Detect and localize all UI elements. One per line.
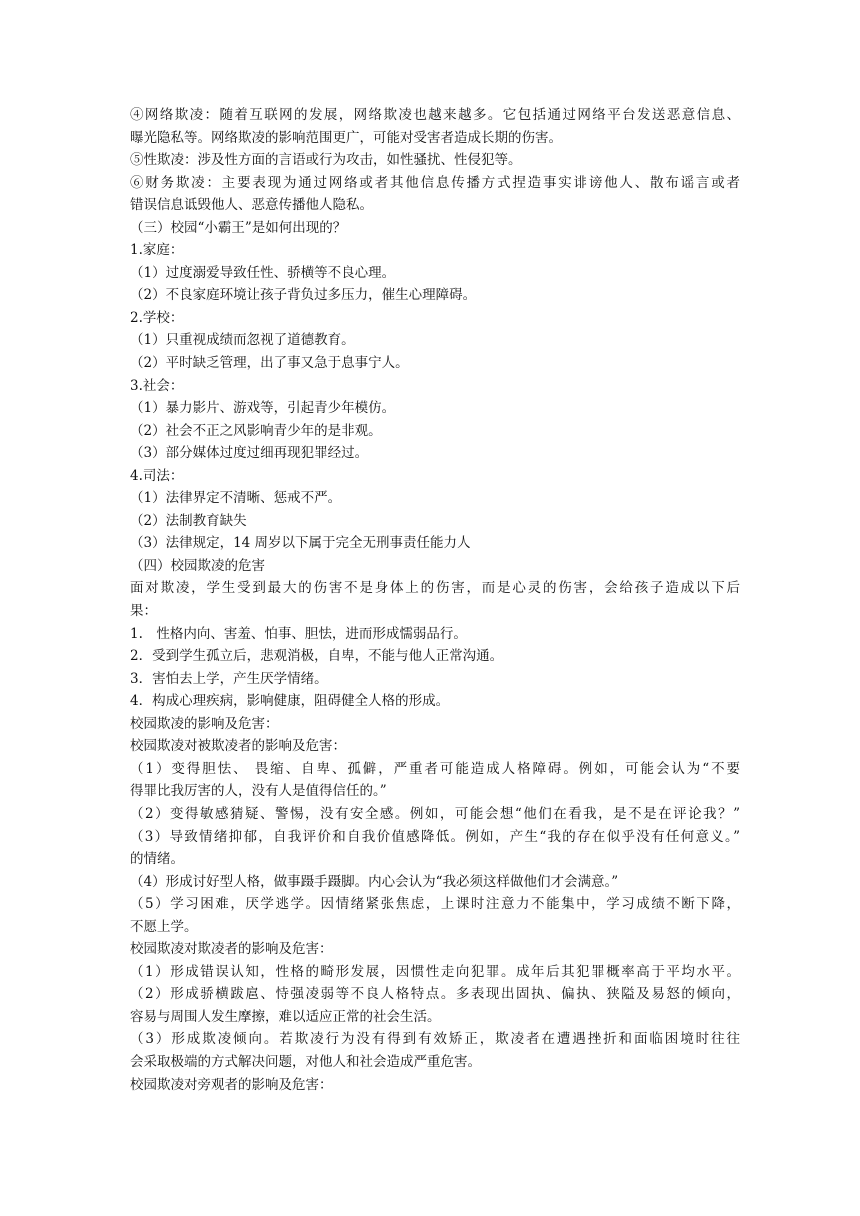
text-line: （5）学习困难，厌学逃学。因情绪紧张焦虑，上课时注意力不能集中，学习成绩不断下降， (130, 896, 740, 913)
text-line: ⑤性欺凌：涉及性方面的言语或行为攻击，如性骚扰、性侵犯等。 (130, 152, 522, 169)
text-line: 容易与周围人发生摩擦，难以适应正常的社会生活。 (130, 1008, 441, 1025)
text-line: 校园欺凌对旁观者的影响及危害： (130, 1076, 333, 1093)
text-line: 得罪比我厉害的人，没有人是值得信任的。” (130, 783, 387, 800)
text-line: ④网络欺凌：随着互联网的发展，网络欺凌也越来越多。它包括通过网络平台发送恶意信息、 (130, 107, 740, 123)
text-line: 曝光隐私等。网络欺凌的影响范围更广，可能对受害者造成长期的伤害。 (130, 129, 562, 146)
text-line: （1）形成错误认知，性格的畸形发展，因惯性走向犯罪。成年后其犯罪概率高于平均水平。 (130, 963, 740, 980)
text-line: （1）变得胆怯、 畏缩、自卑、孤僻，严重者可能造成人格障碍。例如，可能会认为“不要 (130, 760, 740, 777)
text-line: 4.司法： (130, 467, 184, 484)
text-line: （3）部分媒体过度过细再现犯罪经过。 (130, 445, 369, 462)
text-line: （3）形成欺凌倾向。若欺凌行为没有得到有效矫正，欺凌者在遭遇挫折和面临困境时往往 (130, 1031, 740, 1048)
text-line: 3.社会： (130, 377, 184, 394)
text-line: 错误信息诋毁他人、恶意传播他人隐私。 (130, 197, 373, 214)
text-line: 2.学校： (130, 309, 184, 326)
text-line: 的情绪。 (130, 851, 184, 868)
text-line: 1.家庭： (130, 242, 184, 259)
text-line: （1）过度溺爱导致任性、骄横等不良心理。 (130, 264, 396, 281)
text-line: （2）法制教育缺失 (130, 512, 247, 529)
text-line: ⑥财务欺凌：主要表现为通过网络或者其他信息传播方式捏造事实诽谤他人、散布谣言或者 (130, 174, 740, 191)
text-line: 1. 性格内向、害羞、怕事、胆怯，进而形成懦弱品行。 (130, 625, 467, 642)
text-line: 校园欺凌的影响及危害： (130, 715, 279, 732)
text-line: （1）暴力影片、游戏等，引起青少年模仿。 (130, 400, 396, 417)
text-line: （3）法律规定，14 周岁以下属于完全无刑事责任能力人 (130, 535, 471, 552)
text-line: （1）只重视成绩而忽视了道德教育。 (130, 332, 355, 349)
text-line: 果： (130, 603, 157, 620)
text-line: （四）校园欺凌的危害 (130, 557, 265, 574)
text-line: （2）社会不正之风影响青少年的是非观。 (130, 422, 382, 439)
text-line: 4．构成心理疾病，影响健康，阻碍健全人格的形成。 (130, 693, 450, 710)
text-line: 不愿上学。 (130, 918, 198, 935)
text-line: 3．害怕去上学，产生厌学情绪。 (130, 670, 328, 687)
text-line: （2）变得敏感猜疑、警惕，没有安全感。例如，可能会想“他们在看我，是不是在评论我？” (130, 805, 740, 822)
text-line: 2．受到学生孤立后，悲观消极，自卑，不能与他人正常沟通。 (130, 648, 504, 665)
text-line: 校园欺凌对被欺凌者的影响及危害： (130, 738, 346, 755)
text-line: （4）形成讨好型人格，做事蹑手蹑脚。内心会认为“我必须这样做他们才会满意。” (130, 873, 619, 890)
text-line: （2）形成骄横跋扈、恃强凌弱等不良人格特点。多表现出固执、偏执、狭隘及易怒的倾向， (130, 986, 740, 1003)
text-line: 会采取极端的方式解决问题，对他人和社会造成严重危害。 (130, 1053, 481, 1070)
document-page (130, 104, 740, 1096)
text-line: （1）法律界定不清晰、惩戒不严。 (130, 490, 342, 507)
text-line: （三）校园“小霸王”是如何出现的？ (130, 219, 347, 236)
text-line: （3）导致情绪抑郁，自我评价和自我价值感降低。例如，产生“我的存在似乎没有任何意义。” (130, 828, 740, 845)
text-line: （2）不良家庭环境让孩子背负过多压力，催生心理障碍。 (130, 287, 477, 304)
text-line: 面对欺凌，学生受到最大的伤害不是身体上的伤害，而是心灵的伤害，会给孩子造成以下后 (130, 580, 740, 597)
text-line: （2）平时缺乏管理，出了事又急于息事宁人。 (130, 355, 409, 372)
text-line: 校园欺凌对欺凌者的影响及危害： (130, 941, 333, 958)
